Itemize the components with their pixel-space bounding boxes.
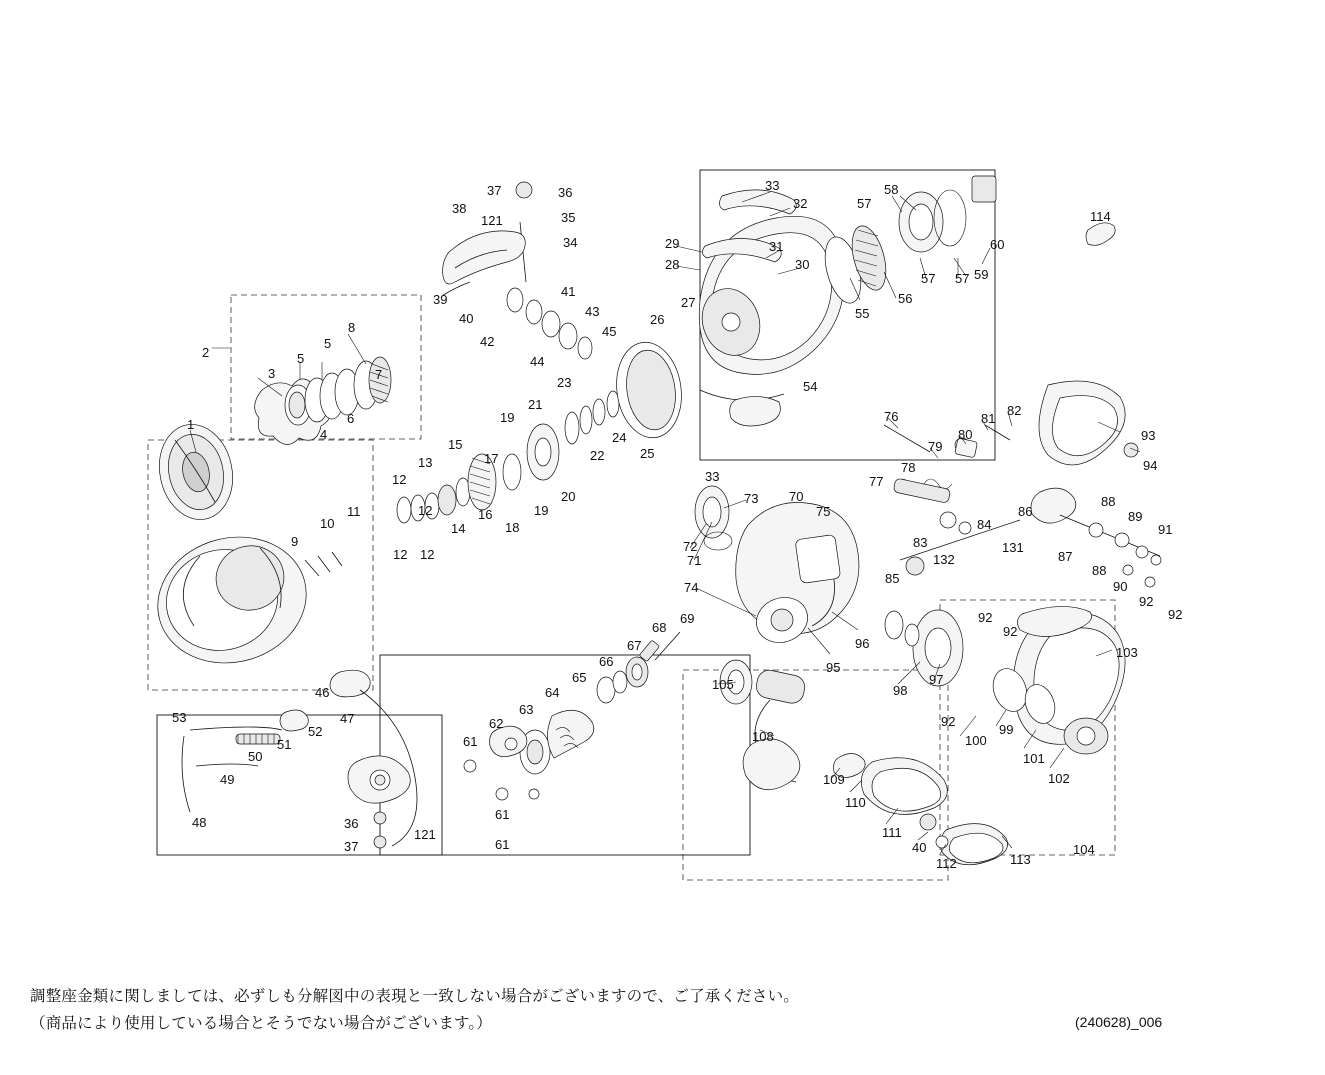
callout-number: 110 (845, 795, 866, 810)
callout-number: 95 (826, 660, 841, 675)
callout-number: 38 (452, 201, 467, 216)
callout-number: 13 (418, 455, 433, 470)
callout-number: 114 (1090, 209, 1111, 224)
callout-number: 92 (941, 714, 956, 729)
callout-number: 1 (187, 417, 195, 432)
callout-number: 52 (308, 724, 323, 739)
callout-number: 3 (268, 366, 276, 381)
callout-number: 132 (933, 552, 955, 567)
callout-number: 112 (936, 856, 957, 871)
callout-number: 66 (599, 654, 614, 669)
callout-number: 15 (448, 437, 463, 452)
callout-number: 26 (650, 312, 665, 327)
callout-number: 43 (585, 304, 600, 319)
callout-number: 39 (433, 292, 448, 307)
callout-number: 35 (561, 210, 576, 225)
callout-number: 86 (1018, 504, 1033, 519)
callout-number: 64 (545, 685, 560, 700)
callout-number: 84 (977, 517, 992, 532)
callout-number: 62 (489, 716, 504, 731)
callout-number: 81 (981, 411, 996, 426)
callout-number: 21 (528, 397, 543, 412)
callout-number: 105 (712, 677, 734, 692)
callout-number: 70 (789, 489, 804, 504)
callout-number: 101 (1023, 751, 1045, 766)
callout-number: 31 (769, 239, 784, 254)
callout-number: 90 (1113, 579, 1128, 594)
callout-number: 40 (459, 311, 474, 326)
callout-number: 5 (297, 351, 305, 366)
callout-number: 72 (683, 539, 698, 554)
callout-number: 29 (665, 236, 680, 251)
callout-number: 12 (418, 503, 433, 518)
callout-number: 50 (248, 749, 263, 764)
callout-number: 23 (557, 375, 572, 390)
callout-number: 19 (500, 410, 515, 425)
callout-number: 4 (320, 427, 328, 442)
callout-number: 96 (855, 636, 870, 651)
callout-number: 49 (220, 772, 235, 787)
callout-number: 37 (344, 839, 359, 854)
callout-number: 91 (1158, 522, 1173, 537)
callout-number: 8 (348, 320, 356, 335)
callout-number: 102 (1048, 771, 1070, 786)
callout-number: 103 (1116, 645, 1138, 660)
callout-number: 77 (869, 474, 884, 489)
callout-number: 12 (420, 547, 435, 562)
callout-number: 73 (744, 491, 759, 506)
callout-number: 56 (898, 291, 913, 306)
callout-number: 80 (958, 427, 973, 442)
callout-number: 54 (803, 379, 818, 394)
callout-number: 10 (320, 516, 335, 531)
callout-number: 25 (640, 446, 655, 461)
callout-number: 57 (955, 271, 970, 286)
callout-number: 76 (884, 409, 899, 424)
callout-number: 65 (572, 670, 587, 685)
callout-number: 89 (1128, 509, 1143, 524)
callout-number: 113 (1010, 852, 1031, 867)
callout-number: 85 (885, 571, 900, 586)
callout-number: 51 (277, 737, 292, 752)
callout-number: 131 (1002, 540, 1024, 555)
callout-number: 67 (627, 638, 642, 653)
document-id: (240628)_006 (1075, 1014, 1163, 1030)
callout-number: 82 (1007, 403, 1022, 418)
footnote-line-1: 調整座金類に関しましては、必ずしも分解図中の表現と一致しない場合がございますので、ご了承ください。 (30, 988, 799, 1005)
callout-number: 22 (590, 448, 605, 463)
callout-number: 92 (1139, 594, 1154, 609)
callout-number: 24 (612, 430, 627, 445)
footnote-line-2: （商品により使用している場合とそうでない場合がございます。） (30, 1015, 493, 1032)
callout-number: 68 (652, 620, 667, 635)
callout-number: 93 (1141, 428, 1156, 443)
callout-number: 34 (563, 235, 578, 250)
callout-number: 45 (602, 324, 617, 339)
callout-number: 57 (921, 271, 936, 286)
callout-number: 47 (340, 711, 355, 726)
callout-number: 104 (1073, 842, 1095, 857)
callout-number: 92 (1168, 607, 1183, 622)
callout-number: 11 (347, 504, 361, 519)
bail-arm-art (442, 231, 525, 296)
callout-number: 41 (561, 284, 576, 299)
callout-number: 88 (1092, 563, 1107, 578)
callout-number: 53 (172, 710, 187, 725)
callout-number: 61 (463, 734, 478, 749)
callout-number: 59 (974, 267, 989, 282)
callout-number: 40 (912, 840, 927, 855)
callout-number: 42 (480, 334, 495, 349)
callout-number: 55 (855, 306, 870, 321)
callout-number: 48 (192, 815, 207, 830)
callout-number: 83 (913, 535, 928, 550)
callout-number: 36 (344, 816, 359, 831)
callout-number: 28 (665, 257, 680, 272)
callout-number: 78 (901, 460, 916, 475)
callout-number: 27 (681, 295, 696, 310)
callout-number: 121 (414, 827, 436, 842)
callout-number: 30 (795, 257, 810, 272)
callout-number: 32 (793, 196, 808, 211)
callout-number: 100 (965, 733, 987, 748)
callout-number: 71 (687, 553, 702, 568)
callout-number: 9 (291, 534, 299, 549)
callout-number: 61 (495, 807, 510, 822)
callout-number: 121 (481, 213, 503, 228)
callout-number: 36 (558, 185, 573, 200)
callout-number: 87 (1058, 549, 1073, 564)
callout-number: 44 (530, 354, 545, 369)
callout-number: 108 (752, 729, 774, 744)
callout-number: 88 (1101, 494, 1116, 509)
callout-number: 12 (393, 547, 408, 562)
callout-number: 5 (324, 336, 332, 351)
callout-number: 92 (978, 610, 993, 625)
callout-number: 19 (534, 503, 549, 518)
callout-number: 111 (882, 825, 902, 840)
callout-number: 58 (884, 182, 899, 197)
callout-number: 79 (928, 439, 943, 454)
callout-number: 14 (451, 521, 466, 536)
callout-number: 75 (816, 504, 831, 519)
callout-number: 69 (680, 611, 695, 626)
callout-number: 6 (347, 411, 355, 426)
callout-number: 12 (392, 472, 407, 487)
callout-number: 33 (705, 469, 720, 484)
callout-number: 20 (561, 489, 576, 504)
callout-number: 99 (999, 722, 1014, 737)
callout-number: 109 (823, 772, 845, 787)
callout-number: 17 (484, 451, 499, 466)
callout-number: 92 (1003, 624, 1018, 639)
callout-number: 7 (375, 367, 383, 382)
callout-number: 16 (478, 507, 493, 522)
callout-number: 63 (519, 702, 534, 717)
group-frame-oscillation (380, 655, 750, 855)
handle-art (720, 660, 1008, 865)
callout-number: 46 (315, 685, 330, 700)
callout-number: 2 (202, 345, 210, 360)
callout-number: 60 (990, 237, 1005, 252)
callout-number: 74 (684, 580, 699, 595)
callout-number: 33 (765, 178, 780, 193)
callout-number: 61 (495, 837, 510, 852)
callout-number: 98 (893, 683, 908, 698)
callout-number: 57 (857, 196, 872, 211)
callout-number: 97 (929, 672, 944, 687)
callout-number: 37 (487, 183, 502, 198)
callout-number: 94 (1143, 458, 1158, 473)
callout-number: 18 (505, 520, 520, 535)
